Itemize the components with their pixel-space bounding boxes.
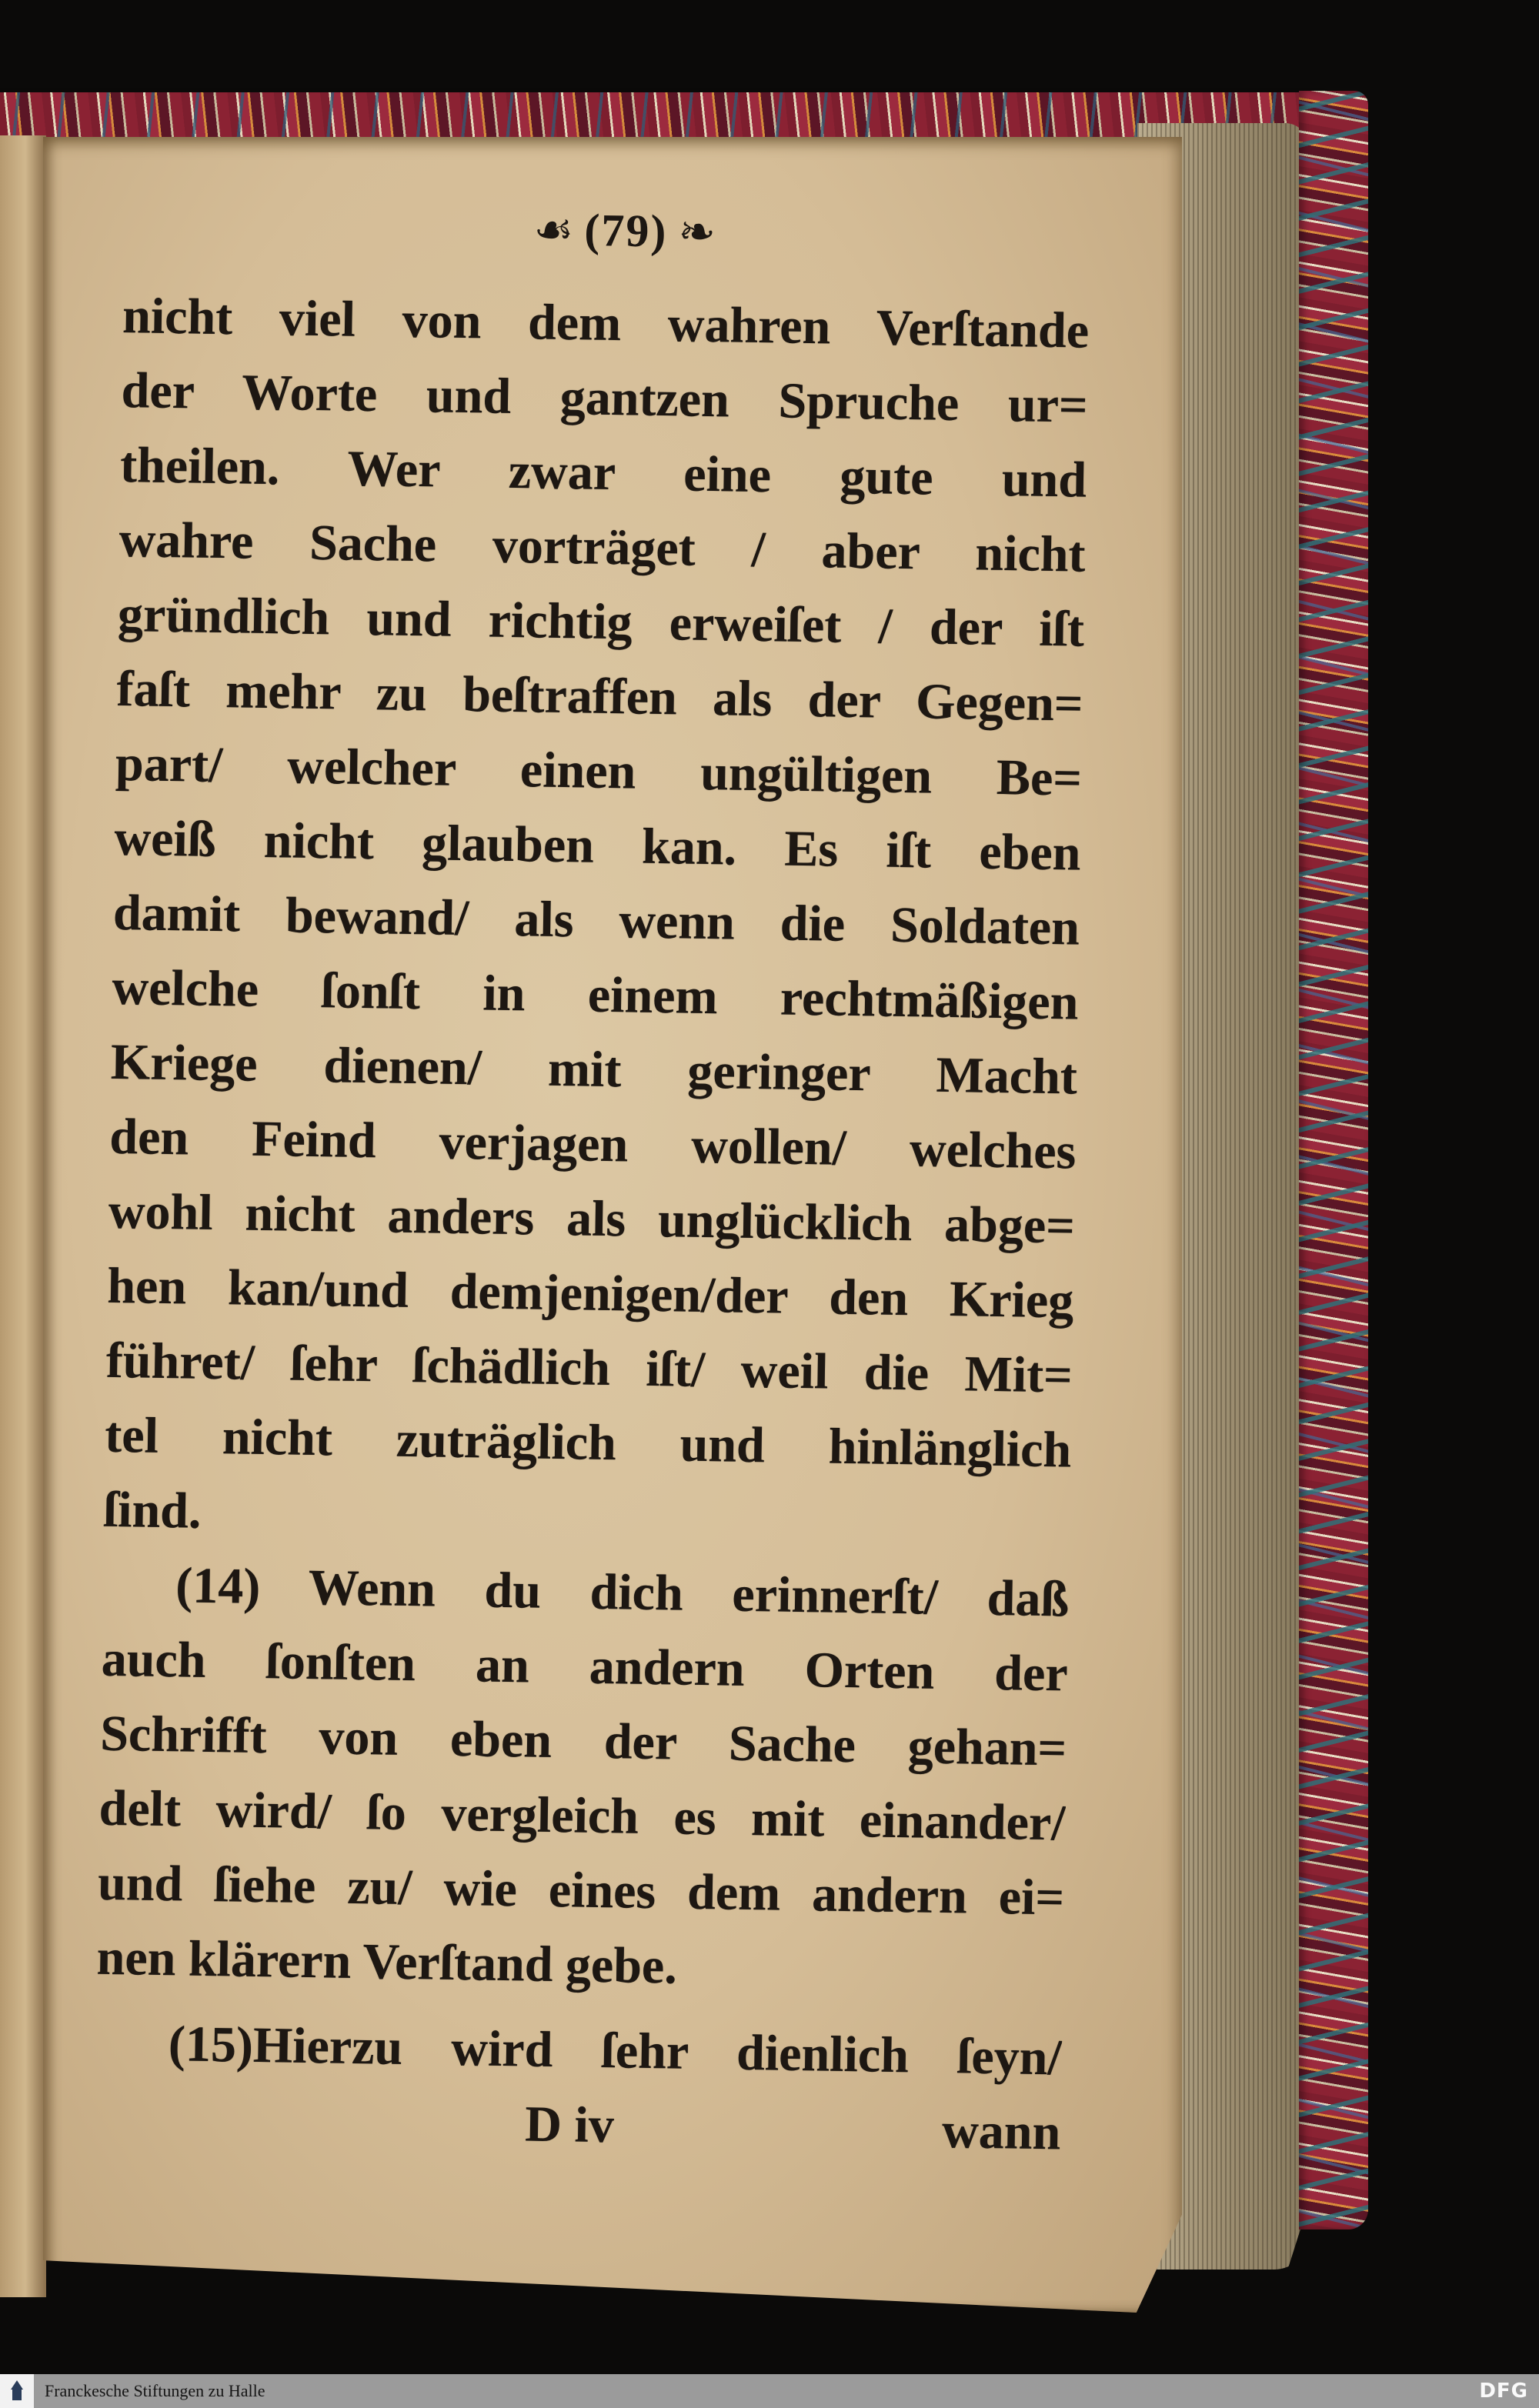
text-line: führet/ ſehr ſchädlich iſt/ weil die Mit= xyxy=(105,1332,1073,1404)
text-line: nicht viel von dem wahren Verſtande xyxy=(122,287,1090,359)
text-line: hen kan/und demjenigen/der den Krieg xyxy=(106,1257,1074,1329)
text-line: auch ſonſten an andern Orten der xyxy=(101,1630,1069,1703)
text-line: wahre Sache vorträget / aber nicht xyxy=(119,511,1087,583)
paragraph-15-start: (15)Hierzu wird ſehr dienlich ſeyn/ xyxy=(168,2016,1063,2086)
text-line: part/ welcher einen ungültigen Be= xyxy=(115,735,1083,807)
text-line: weiß nicht glauben kan. Es iſt eben xyxy=(113,809,1081,882)
text-line: Kriege dienen/ mit geringer Macht xyxy=(110,1033,1078,1106)
fleuron-left-icon xyxy=(533,195,574,265)
text-line: der Worte und gantzen Spruche ur= xyxy=(121,362,1089,434)
marbled-fore-edge xyxy=(1299,91,1368,2230)
text-line: wohl nicht anders als unglücklich abge= xyxy=(108,1182,1076,1255)
text-line: theilen. Wer zwar eine gute und xyxy=(119,436,1087,509)
franckesche-stiftungen-logo-icon xyxy=(0,2374,34,2408)
text-line: faſt mehr zu beſtraffen als der Gegen= xyxy=(116,660,1084,732)
paragraph-end-line: ſind. xyxy=(103,1481,202,1539)
marbled-top-edge xyxy=(0,92,1335,138)
text-line: und ſiehe zu/ wie eines dem andern ei= xyxy=(97,1854,1065,1926)
text-line: gründlich und richtig erweiſet / der iſt xyxy=(117,585,1085,658)
text-line: tel nicht zuträglich und hinlänglich xyxy=(104,1406,1072,1479)
footer-bar xyxy=(0,2374,1539,2408)
dfg-logo: DFG xyxy=(1479,2380,1528,2403)
signature-line xyxy=(94,2080,1061,2170)
text-line: welche ſonſt in einem rechtmäßigen xyxy=(111,959,1079,1031)
paragraph-end-line: nen klärern Verſtand gebe. xyxy=(96,1929,678,1995)
page-number: (79) xyxy=(583,204,668,257)
fleuron-right-icon xyxy=(678,197,716,267)
text-line: Schrifft von eben der Sache gehan= xyxy=(99,1705,1067,1777)
catchword: wann xyxy=(941,2103,1061,2161)
text-line: den Feind verjagen wollen/ welches xyxy=(108,1108,1077,1180)
paragraph-14-start: (14) Wenn du dich erinnerſt/ daß xyxy=(175,1557,1070,1628)
page-header xyxy=(492,194,758,267)
text-line: delt wird/ ſo vergleich es mit einander/ xyxy=(98,1779,1067,1852)
text-line: damit bewand/ als wenn die Soldaten xyxy=(112,884,1080,956)
signature-mark: D iv xyxy=(524,2096,615,2154)
institution-name: Franckesche Stiftungen zu Halle xyxy=(45,2381,265,2400)
text-block xyxy=(94,278,1090,2170)
left-page-edge xyxy=(0,135,46,2297)
